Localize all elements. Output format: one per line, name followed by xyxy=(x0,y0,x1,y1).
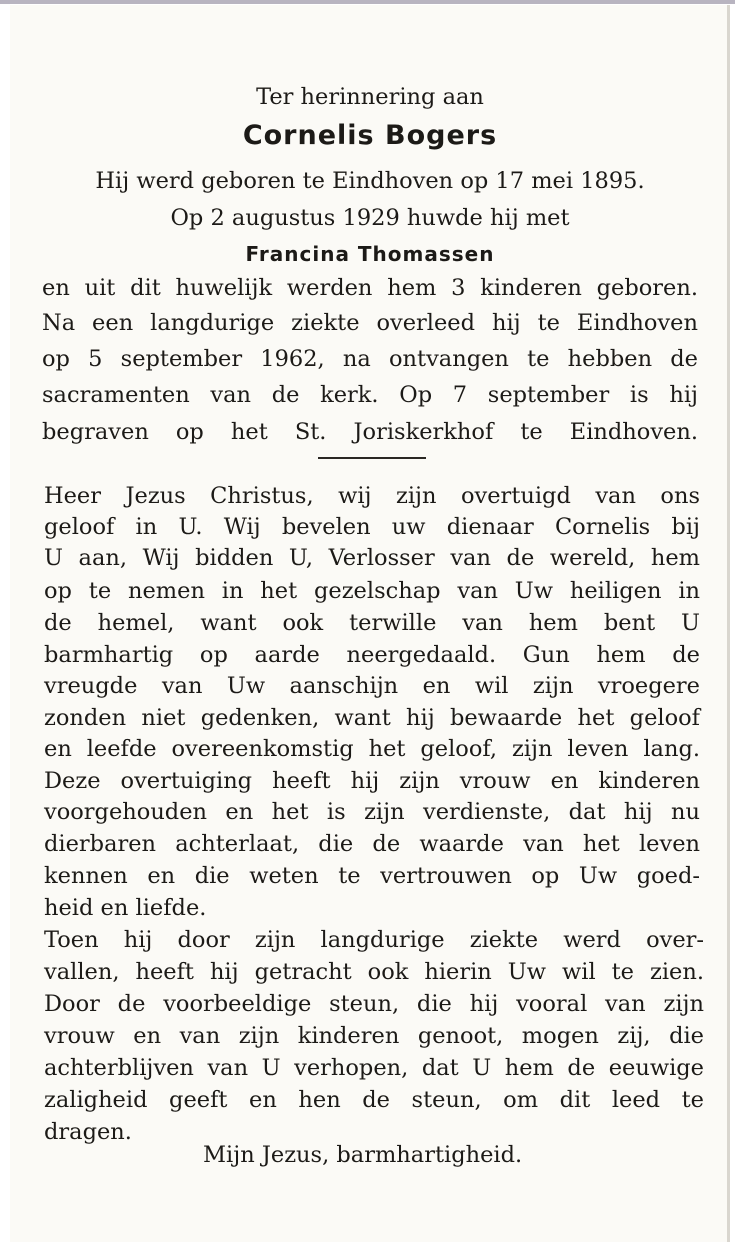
deceased-name: Cornelis Bogers xyxy=(242,120,498,151)
prayer-line: en leefde overeenkomstig het geloof, zijn leven lang. xyxy=(44,736,700,762)
prayer-line: vallen, heeft hij getracht ook hierin Uw wil te zien. xyxy=(44,959,704,985)
intro-text: Ter herinnering aan xyxy=(256,84,484,110)
prayer-line: voorgehouden en het is zijn verdienste, dat hij nu xyxy=(44,799,700,825)
prayer-line: dierbaren achterlaat, die de waarde van het leven xyxy=(44,831,700,857)
bio-line: begraven op het St. Joriskerkhof te Eindhoven. xyxy=(42,419,698,445)
section-divider xyxy=(318,457,426,459)
marriage-line: Op 2 augustus 1929 huwde hij met xyxy=(170,205,570,231)
prayer-line: vreugde van Uw aanschijn en wil zijn vroegere xyxy=(44,673,700,699)
prayer-line: op te nemen in het gezelschap van Uw heiligen in xyxy=(44,578,700,604)
closing-line: Mijn Jezus, barmhartigheid. xyxy=(203,1142,523,1168)
birth-line: Hij werd geboren te Eindhoven op 17 mei 1895. xyxy=(95,168,645,194)
bio-line: sacramenten van de kerk. Op 7 september is hij xyxy=(42,382,698,408)
prayer-line: achterblijven van U verhopen, dat U hem de eeuwige xyxy=(44,1055,704,1081)
memorial-card xyxy=(10,5,730,1242)
top-edge xyxy=(0,0,735,4)
prayer-line: U aan, Wij bidden U, Verlosser van de wereld, hem xyxy=(44,545,700,571)
prayer-line: zonden niet gedenken, want hij bewaarde het geloof xyxy=(44,705,700,731)
prayer-line: Deze overtuiging heeft hij zijn vrouw en kinderen xyxy=(44,768,700,794)
prayer-line: geloof in U. Wij bevelen uw dienaar Cornelis bij xyxy=(44,514,700,540)
bio-line: op 5 september 1962, na ontvangen te hebben de xyxy=(42,346,698,372)
prayer-line: zaligheid geeft en hen de steun, om dit leed te xyxy=(44,1087,704,1113)
prayer-line: vrouw en van zijn kinderen genoot, mogen zij, die xyxy=(44,1023,704,1049)
prayer-line: dragen. xyxy=(44,1119,132,1145)
spouse-name: Francina Thomassen xyxy=(245,242,495,266)
prayer-line: Toen hij door zijn langdurige ziekte werd over- xyxy=(44,927,704,953)
bio-line: Na een langdurige ziekte overleed hij te Eindhoven xyxy=(42,310,698,336)
prayer-line: heid en liefde. xyxy=(44,895,207,921)
prayer-line: kennen en die weten te vertrouwen op Uw goed- xyxy=(44,863,700,889)
prayer-line: de hemel, want ook terwille van hem bent U xyxy=(44,610,700,636)
prayer-line: Door de voorbeeldige steun, die hij vooral van zijn xyxy=(44,991,704,1017)
prayer-line: barmhartig op aarde neergedaald. Gun hem de xyxy=(44,642,700,668)
bio-line: en uit dit huwelijk werden hem 3 kinderen geboren. xyxy=(42,275,698,301)
prayer-line: Heer Jezus Christus, wij zijn overtuigd van ons xyxy=(44,483,700,509)
